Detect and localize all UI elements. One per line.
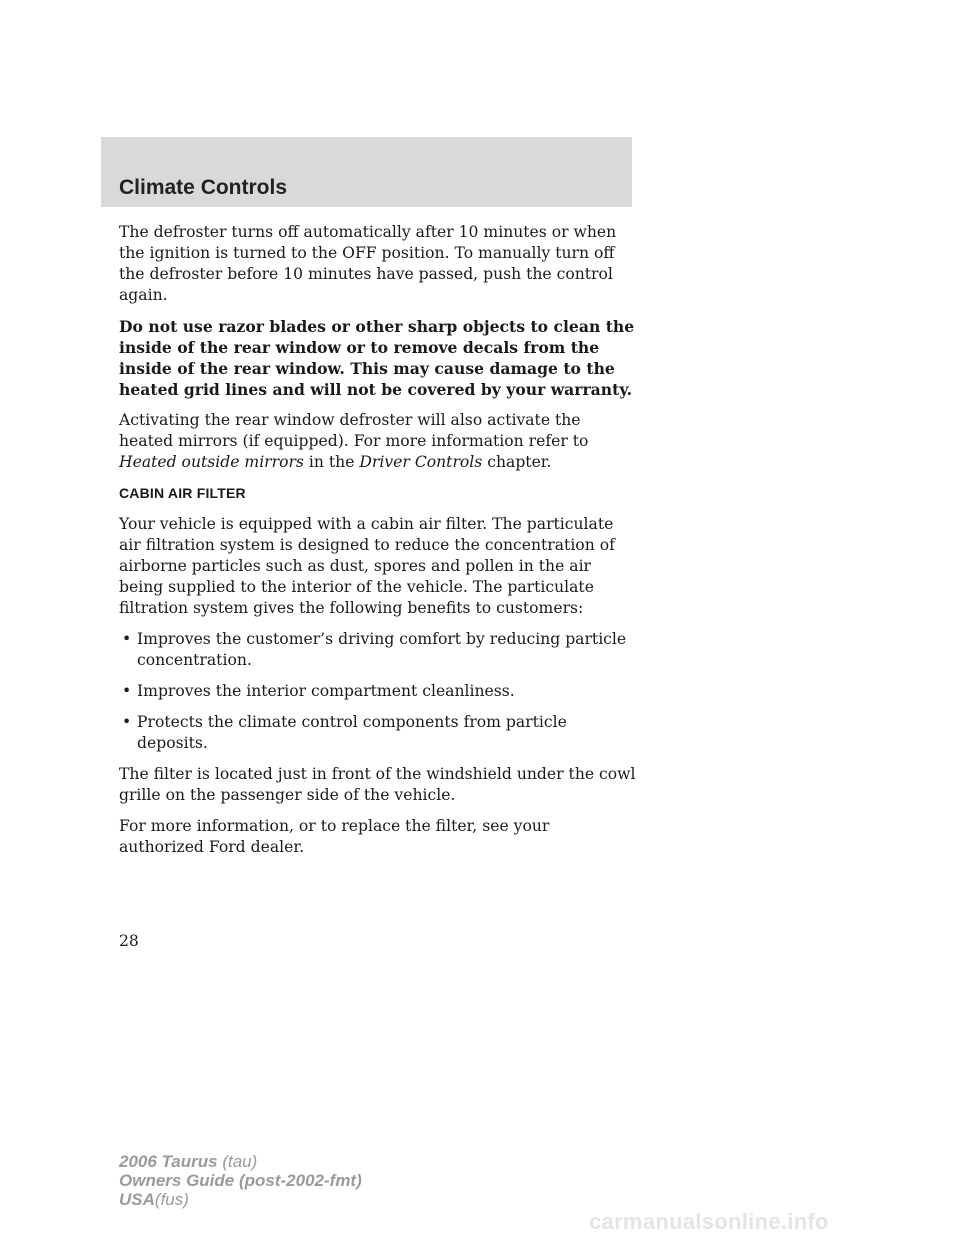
footer-model-code: (tau) — [222, 1152, 258, 1171]
heated-mirrors-text-3: chapter. — [487, 453, 552, 471]
cabin-filter-intro-paragraph: Your vehicle is equipped with a cabin air filter. The particulate air filtration system is designed to reduce the concentration of airborne particles such as dust, spores and pollen in the air being supplied to the interior of the vehicle. The particulate filtration system gives the following benefits to customers: — [119, 515, 615, 617]
driver-controls-reference: Driver Controls — [359, 453, 483, 471]
footer-market: USA — [119, 1190, 155, 1209]
heated-mirrors-text-1: Activating the rear window defroster will also activate the heated mirrors (if equipped). For more information refer to — [119, 411, 589, 450]
page-content — [119, 222, 639, 868]
site-watermark: carmanualsonline.info — [589, 1209, 829, 1234]
footer-model: 2006 Taurus — [119, 1152, 218, 1171]
defroster-auto-off-paragraph: The defroster turns off automatically after 10 minutes or when the ignition is turned to the OFF position. To manually turn off the defroster before 10 minutes have passed, push the control again. — [119, 223, 617, 304]
page-number: 28 — [119, 932, 139, 950]
bullet-icon: • — [122, 713, 132, 731]
footer-line-market — [119, 1190, 362, 1209]
list-item — [119, 629, 639, 671]
cabin-air-filter-heading: CABIN AIR FILTER — [119, 485, 246, 501]
list-item-text: Improves the customer’s driving comfort by reducing particle concentration. — [137, 630, 627, 669]
warning-paragraph: Do not use razor blades or other sharp objects to clean the inside of the rear window or to remove decals from the inside of the rear window. This may cause damage to the heated grid lines and will not be covered by your warranty. — [119, 317, 635, 399]
list-item-text: Protects the climate control components from particle deposits. — [137, 713, 567, 752]
footer-guide: Owners Guide (post-2002-fmt) — [119, 1171, 362, 1190]
list-item-text: Improves the interior compartment cleanliness. — [137, 682, 515, 700]
heated-mirrors-reference: Heated outside mirrors — [119, 453, 304, 471]
heated-mirrors-text-2: in the — [308, 453, 355, 471]
heated-mirrors-paragraph — [119, 410, 639, 473]
bullet-icon: • — [122, 630, 132, 648]
footer-line-model — [119, 1152, 362, 1171]
benefits-list — [119, 629, 639, 754]
filter-location-paragraph: The filter is located just in front of the windshield under the cowl grille on the passenger side of the vehicle. — [119, 765, 636, 804]
chapter-header-band — [101, 137, 632, 207]
list-item — [119, 681, 639, 702]
dealer-info-paragraph: For more information, or to replace the filter, see your authorized Ford dealer. — [119, 817, 550, 856]
footer-market-code: (fus) — [154, 1190, 189, 1209]
list-item — [119, 712, 639, 754]
footer-line-guide — [119, 1171, 362, 1190]
bullet-icon: • — [122, 682, 132, 700]
footer-document-info — [119, 1152, 362, 1209]
chapter-title: Climate Controls — [119, 176, 288, 199]
